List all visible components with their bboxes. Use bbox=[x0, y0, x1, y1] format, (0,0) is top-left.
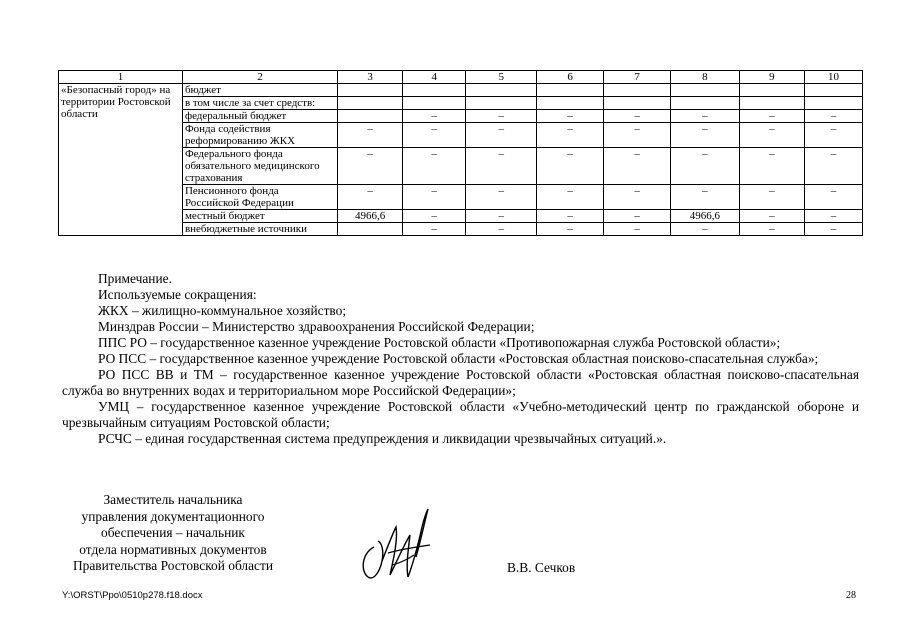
value-cell: – bbox=[804, 210, 862, 223]
value-cell bbox=[671, 97, 740, 110]
value-cell: – bbox=[604, 210, 671, 223]
header-cell: 2 bbox=[182, 71, 337, 84]
handwritten-signature bbox=[352, 505, 438, 585]
value-cell: – bbox=[338, 148, 403, 185]
notes-title: Примечание. bbox=[98, 271, 172, 286]
notes-section bbox=[62, 271, 859, 447]
value-cell: – bbox=[338, 185, 403, 210]
value-cell: – bbox=[739, 185, 804, 210]
program-name-cell: «Безопасный город» на территории Ростовской области bbox=[59, 84, 183, 236]
note-item: РСЧС – единая государственная система предупреждения и ликвидации чрезвычайных ситуаций.». bbox=[98, 431, 667, 446]
row-label: в том числе за счет средств: bbox=[182, 97, 337, 110]
value-cell: – bbox=[466, 223, 537, 236]
value-cell: – bbox=[671, 185, 740, 210]
value-cell bbox=[338, 110, 403, 123]
note-item: Минздрав России – Министерство здравоохранения Российской Федерации; bbox=[98, 319, 535, 334]
value-cell bbox=[604, 97, 671, 110]
value-cell bbox=[671, 84, 740, 97]
value-cell: – bbox=[338, 123, 403, 148]
header-cell: 7 bbox=[604, 71, 671, 84]
value-cell bbox=[466, 97, 537, 110]
value-cell: 4966,6 bbox=[338, 210, 403, 223]
value-cell bbox=[403, 97, 466, 110]
header-cell: 3 bbox=[338, 71, 403, 84]
value-cell: – bbox=[537, 223, 604, 236]
value-cell: – bbox=[804, 110, 862, 123]
value-cell: – bbox=[604, 110, 671, 123]
position-line: Правительства Ростовской области bbox=[72, 558, 274, 573]
table-row bbox=[59, 84, 863, 97]
position-line: отдела нормативных документов bbox=[79, 541, 267, 557]
value-cell: – bbox=[671, 148, 740, 185]
value-cell: – bbox=[403, 185, 466, 210]
note-item: УМЦ – государственное казенное учреждение Ростовской области «Учебно-методический центр по гражданской обороне и чрезвычайным ситуациям Ростовской области; bbox=[62, 399, 859, 430]
value-cell: – bbox=[403, 123, 466, 148]
value-cell: – bbox=[671, 123, 740, 148]
row-label: Фонда содействия реформированию ЖКХ bbox=[182, 123, 337, 148]
value-cell bbox=[604, 84, 671, 97]
value-cell bbox=[338, 84, 403, 97]
header-cell: 9 bbox=[739, 71, 804, 84]
table-header-row bbox=[59, 71, 863, 84]
value-cell: – bbox=[739, 210, 804, 223]
row-label: внебюджетные источники bbox=[182, 223, 337, 236]
value-cell bbox=[338, 223, 403, 236]
value-cell: – bbox=[537, 148, 604, 185]
value-cell: 4966,6 bbox=[671, 210, 740, 223]
header-cell: 4 bbox=[403, 71, 466, 84]
value-cell: – bbox=[604, 185, 671, 210]
value-cell: – bbox=[537, 123, 604, 148]
value-cell: – bbox=[804, 148, 862, 185]
value-cell: – bbox=[403, 148, 466, 185]
value-cell: – bbox=[466, 210, 537, 223]
value-cell bbox=[537, 97, 604, 110]
value-cell: – bbox=[739, 148, 804, 185]
position-line: Заместитель начальника bbox=[103, 492, 243, 507]
value-cell: – bbox=[671, 110, 740, 123]
note-item: РО ПСС ВВ и ТМ – государственное казенное учреждение Ростовской области «Ростовская областная поисково-спасательная служба во внутренних водах и территориальном море Российской Федерации»; bbox=[62, 367, 859, 398]
value-cell: – bbox=[537, 110, 604, 123]
value-cell: – bbox=[537, 185, 604, 210]
value-cell: – bbox=[466, 185, 537, 210]
value-cell: – bbox=[466, 148, 537, 185]
note-item: ЖКХ – жилищно-коммунальное хозяйство; bbox=[98, 303, 347, 318]
value-cell: – bbox=[604, 223, 671, 236]
position-line: обеспечения – начальник bbox=[101, 525, 245, 540]
value-cell: – bbox=[403, 110, 466, 123]
value-cell bbox=[537, 84, 604, 97]
value-cell: – bbox=[403, 210, 466, 223]
note-item: ППС РО – государственное казенное учреждение Ростовской области «Противопожарная служба Ростовской области»; bbox=[98, 335, 781, 350]
row-label: бюджет bbox=[182, 84, 337, 97]
signer-name: В.В. Сечков bbox=[507, 560, 576, 575]
header-cell: 10 bbox=[804, 71, 862, 84]
value-cell: – bbox=[403, 223, 466, 236]
header-cell: 1 bbox=[59, 71, 183, 84]
notes-intro: Используемые сокращения: bbox=[98, 287, 257, 302]
budget-table bbox=[58, 70, 863, 236]
header-cell: 8 bbox=[671, 71, 740, 84]
page-number: 28 bbox=[846, 590, 856, 601]
value-cell bbox=[466, 84, 537, 97]
value-cell: – bbox=[466, 123, 537, 148]
value-cell: – bbox=[739, 110, 804, 123]
value-cell bbox=[338, 97, 403, 110]
value-cell bbox=[403, 84, 466, 97]
note-item: РО ПСС – государственное казенное учреждение Ростовской области «Ростовская областная поисково-спасательная служба»; bbox=[98, 351, 819, 366]
header-cell: 6 bbox=[537, 71, 604, 84]
file-path: Y:\ORST\Ppo\0510p278.f18.docx bbox=[62, 590, 203, 601]
value-cell: – bbox=[804, 123, 862, 148]
value-cell: – bbox=[604, 148, 671, 185]
position-line: управления документационного bbox=[81, 508, 265, 524]
value-cell: – bbox=[804, 223, 862, 236]
row-label: Пенсионного фонда Российской Федерации bbox=[182, 185, 337, 210]
value-cell: – bbox=[466, 110, 537, 123]
value-cell bbox=[739, 84, 804, 97]
value-cell bbox=[804, 84, 862, 97]
value-cell: – bbox=[804, 185, 862, 210]
value-cell: – bbox=[671, 223, 740, 236]
value-cell bbox=[804, 97, 862, 110]
value-cell: – bbox=[604, 123, 671, 148]
value-cell bbox=[739, 97, 804, 110]
header-cell: 5 bbox=[466, 71, 537, 84]
value-cell: – bbox=[739, 123, 804, 148]
signatory-position bbox=[60, 492, 286, 575]
value-cell: – bbox=[739, 223, 804, 236]
row-label: местный бюджет bbox=[182, 210, 337, 223]
row-label: федеральный бюджет bbox=[182, 110, 337, 123]
value-cell: – bbox=[537, 210, 604, 223]
row-label: Федерального фонда обязательного медицинского страхования bbox=[182, 148, 337, 185]
